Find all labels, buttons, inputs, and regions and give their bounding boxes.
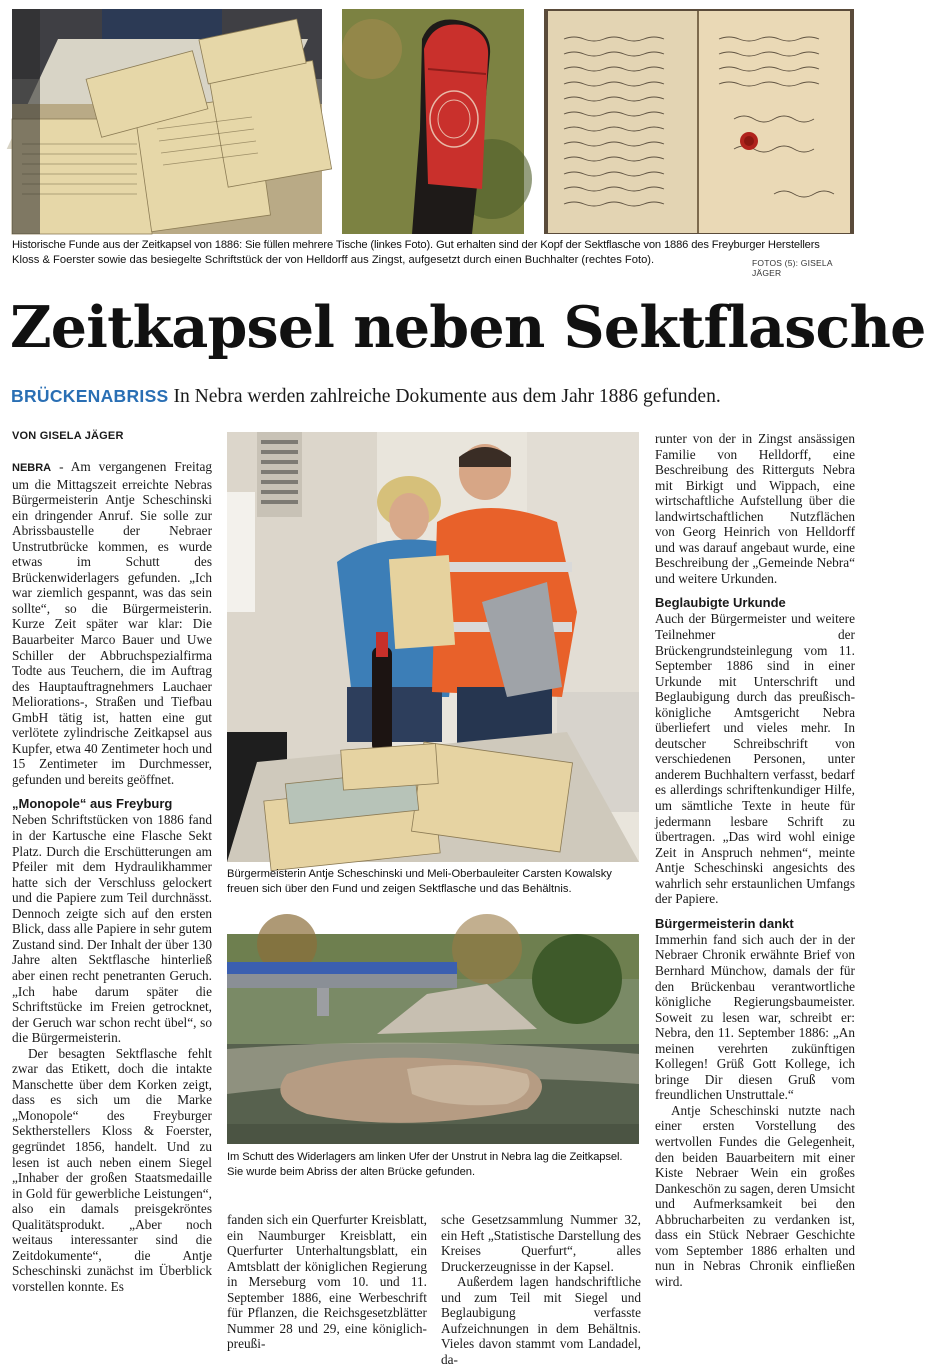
paragraph: Auch der Bürgermeister und weitere Teilnehmer der Brückengrundsteinlegung vom 11. September 1886 sind in einer Urkunde mit Unterschrift und Beglaubigung durch das preußisch-königliche Amtsgericht Nebra überliefert und vieles mehr. In deutscher Schreibschrift von verschiedenen Personen, unter anderem Buchhaltern verfasst, bedarf es allerdings schriftenkundiger Hilfe, um sämtliche Texte in heute für jedermann lesbare Schrift zu übertragen. „Das wird wohl einige Zeit in Anspruch nehmen“, meinte Antje Scheschinski angesichts des wahrlich sehr erstaunlichen Umfangs der Papiere. [655, 611, 855, 907]
caption-mayor-photo [227, 867, 642, 897]
column-4 [655, 431, 855, 1358]
photo-credit: FOTOS (5): GISELA JÄGER [752, 258, 833, 278]
caption-river-line-2: Sie wurde beim Abriss der alten Brücke gefunden. [227, 1166, 476, 1178]
paragraph: sche Gesetzsammlung Nummer 32, ein Heft „Statistische Darstellung des Kreises Querfurt“, alles Druckerzeugnisse in der Kapsel. [441, 1212, 641, 1274]
column-2 [227, 1212, 427, 1358]
byline: VON GISELA JÄGER [12, 430, 124, 442]
subheading-monopole: „Monopole“ aus Freyburg [12, 796, 173, 812]
photo-mayor-and-supervisor [227, 432, 639, 862]
top-caption-line-2: Kloss & Foerster sowie das besiegelte Schriftstück der von Helldorff aus Zingst, aufgesetzt durch einen Buchhalter (rechtes Foto). [12, 254, 655, 266]
caption-river-line-1: Im Schutt des Widerlagers am linken Ufer der Unstrut in Nebra lag die Zeitkapsel. [227, 1151, 623, 1163]
photo-river-bridge-debris [227, 934, 639, 1144]
subheadline-text: In Nebra werden zahlreiche Dokumente aus dem Jahr 1886 gefunden. [173, 386, 721, 407]
photo-documents-tables [12, 9, 322, 234]
caption-river-photo [227, 1150, 642, 1180]
column-1 [12, 459, 212, 1357]
top-photo-caption [12, 238, 857, 268]
dateline: NEBRA [12, 462, 52, 474]
paragraph: Außerdem lagen handschriftliche und zum Teil mit Siegel und Beglaubigung verfasste Aufzeichnungen in dem Behältnis. Vieles davon stammt vom Landadel, da- [441, 1274, 641, 1367]
subheading-beglaubigte-urkunde: Beglaubigte Urkunde [655, 595, 786, 611]
paragraph: Der besagten Sektflasche fehlt zwar das Etikett, doch die intakte Manschette über dem Korken zeigt, dass es sich um die Marke „Monopole“ des Freyburger Sektherstellers Kloss & Foerster, gegründet 1856, handelt. Und zu lesen ist auch neben einem Siegel „Inhaber der großen Staatsmedaille in Gold für gewerbliche Leistungen“, also ein damals preisgekröntes Qualitätsprodukt. „Aber noch weitaus interessanter sind die Zeitdokumente“, die Antje Scheschinski zunächst im Überblick vorstellen konnte. Es [12, 1045, 212, 1294]
paragraph: NEBRA - Am vergangenen Freitag um die Mittagszeit erreichte Nebras Bürgermeisterin Antje Scheschinski ein dringender Anruf. Sie solle zur Abrissbaustelle der Nebraer Unstrutbrücke kommen, es wurde etwas im Schutt des Brückenwiderlagers gefunden. „Ich war ziemlich gespannt, was das sein sollte“, so die Bürgermeisterin. Kurze Zeit später war klar: Die Bauarbeiter Marco Bauer und Uwe Schiller der Abbruchspezialfirma Todte aus Teuchern, die im Auftrag des Hauptauftragnehmers Lauchaer Meliorations-, Straßen und Tiefbau GmbH tätig ist, hatten eine gut verlötete zylindrische Zeitkapsel aus Kupfer, etwa 40 Zentimeter hoch und 15 Zentimeter im Durchmesser, gefunden und bereits geöffnet. [12, 459, 212, 787]
kicker: BRÜCKENABRISS [11, 386, 169, 406]
caption-people-line-2: freuen sich über den Fund und zeigen Sektflasche und das Behältnis. [227, 883, 572, 895]
photo-sealed-document [544, 9, 854, 234]
subheadline [11, 386, 856, 408]
top-caption-line-1: Historische Funde aus der Zeitkapsel von 1886: Sie füllen mehrere Tische (linkes Foto). Gut erhalten sind der Kopf der Sektflasche von 1886 des Freyburger Herstellers [12, 239, 820, 251]
paragraph: runter von der in Zingst ansässigen Familie von Helldorff, eine Beschreibung des Ritterguts Nebra mit Birkigt und Wippach, eine wirtschaftliche Aufstellung über die landwirtschaftlichen Nutzflächen von Georg Heinrich von Helldorff und was darauf angebaut wurde, eine Beschreibung der „Gemeinde Nebra“ und weitere Urkunden. [655, 431, 855, 586]
paragraph: fanden sich ein Querfurter Kreisblatt, ein Naumburger Kreisblatt, ein Querfurter Unterhaltungsblatt, ein Amtsblatt der königlichen Regierung in Merseburg vom 10. und 11. September 1886, eine Werbeschrift für Pflanzen, die Reichsgesetzblätter Nummer 28 und 29, eine königlich-preußi- [227, 1212, 427, 1352]
paragraph: Immerhin fand sich auch der in der Nebraer Chronik erwähnte Brief von Bernhard Münchow, damals der für den Brückenbau verantwortliche königliche Regierungsbaumeister. Soweit zu lesen war, schreibt er: Nebra, den 11. September 1886: „An meinen verehrten zukünftigen Kollegen! Grüß Gott Kollege, ich bringe Dir diesen Gruß vom freundlichen Unstruttale.“ [655, 931, 855, 1103]
paragraph: Antje Scheschinski nutzte nach einer ersten Vorstellung des wertvollen Fundes die Gelegenheit, den beiden Bauarbeitern mit einer Kiste Nebraer Wein ein großes Dankeschön zu sagen, deren Umsicht und Aufmerksamkeit bei den Abbrucharbeiten zu verdanken ist, dass ein Stück Nebraer Geschichte vom September 1886 erhalten und nun in Nebras Chronik einfließen wird. [655, 1102, 855, 1289]
headline: Zeitkapsel neben Sektflasche [10, 294, 926, 361]
paragraph: Neben Schriftstücken von 1886 fand in der Kartusche eine Flasche Sekt Platz. Durch die Erschütterungen am Pfeiler mit dem Hydraulikhammer hatte sich der Verschluss gelockert und die Papiere zum Teil durchnässt. Dennoch zeigte sich auf den ersten Blick, dass alle Papiere in sehr gutem Zustand sind. Der Inhalt der über 130 Jahre alten Sektflasche hinterließ aber einen recht penetranten Geruch. „Ich habe darum später die Schriftstücke im Freien getrocknet, der Geruch war schon recht übel“, so die Bürgermeisterin. [12, 812, 212, 1046]
caption-people-line-1: Bürgermeisterin Antje Scheschinski und Meli-Oberbauleiter Carsten Kowalsky [227, 868, 612, 880]
photo-sekt-bottle-neck [342, 9, 524, 234]
subheading-buergermeisterin-dankt: Bürgermeisterin dankt [655, 915, 794, 931]
column-3 [441, 1212, 641, 1367]
